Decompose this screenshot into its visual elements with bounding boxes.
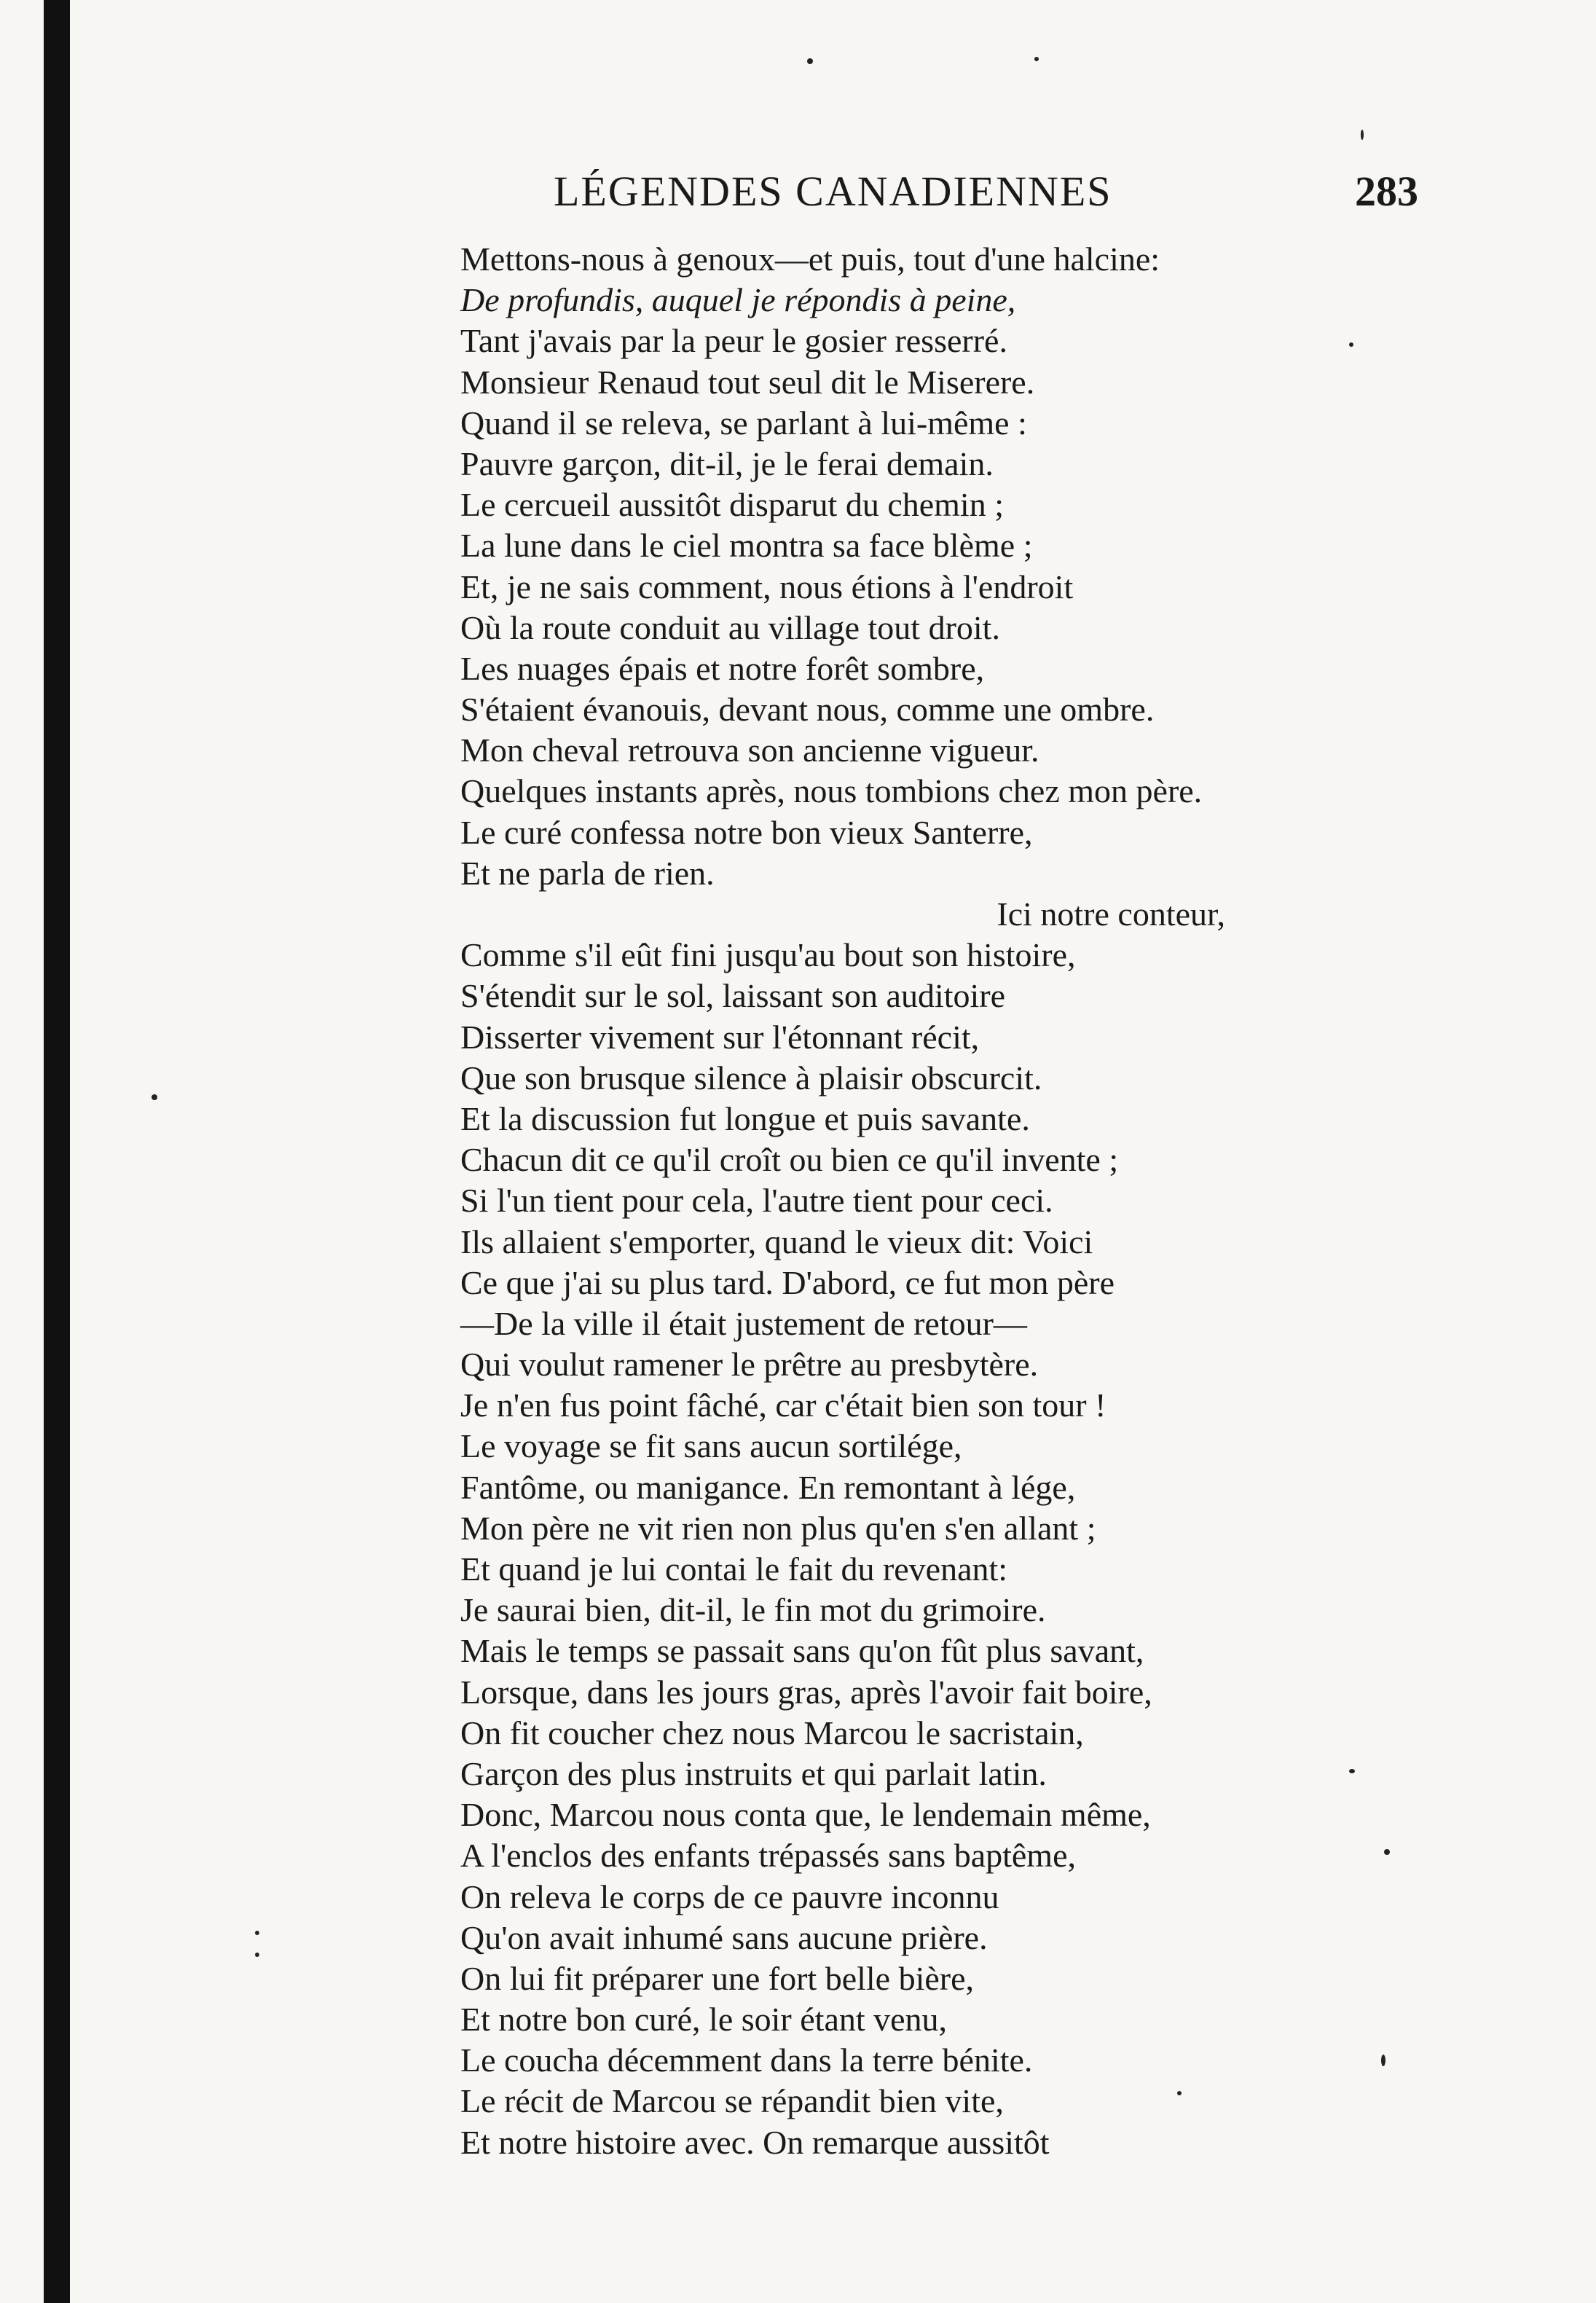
poem-line: Et quand je lui contai le fait du revenant: xyxy=(460,1550,1008,1588)
poem-line: Et notre histoire avec. On remarque aussitôt xyxy=(460,2123,1050,2161)
scan-speck xyxy=(152,1094,157,1100)
poem-line: Le voyage se fit sans aucun sortilége, xyxy=(460,1427,962,1465)
poem-line: —De la ville il était justement de retour— xyxy=(460,1304,1027,1342)
poem-line: Garçon des plus instruits et qui parlait latin. xyxy=(460,1754,1047,1792)
scan-speck xyxy=(1177,2091,1182,2095)
poem-line-italic: De profundis, auquel je répondis à peine, xyxy=(460,281,1016,319)
scan-speck xyxy=(1034,57,1039,61)
poem-line: Comme s'il eût fini jusqu'au bout son histoire, xyxy=(460,936,1076,974)
poem-line: On fit coucher chez nous Marcou le sacristain, xyxy=(460,1714,1084,1751)
page-number: 283 xyxy=(1355,168,1418,215)
poem-line: La lune dans le ciel montra sa face blème ; xyxy=(460,527,1033,565)
poem-line: Ce que j'ai su plus tard. D'abord, ce fut mon père xyxy=(460,1263,1115,1301)
poem-line: Le curé confessa notre bon vieux Santerre, xyxy=(460,813,1033,851)
page-header xyxy=(0,166,1596,217)
poem-line: Que son brusque silence à plaisir obscurcit. xyxy=(460,1059,1042,1096)
poem-line: Quelques instants après, nous tombions chez mon père. xyxy=(460,772,1203,810)
poem-line: Le récit de Marcou se répandit bien vite, xyxy=(460,2082,1004,2120)
poem-line: Mon cheval retrouva son ancienne vigueur. xyxy=(460,731,1039,769)
poem-line: Monsieur Renaud tout seul dit le Miserere. xyxy=(460,363,1035,401)
poem-line: Et notre bon curé, le soir étant venu, xyxy=(460,2001,948,2039)
poem-line: Ils allaient s'emporter, quand le vieux dit: Voici xyxy=(460,1223,1093,1260)
poem-line: Si l'un tient pour cela, l'autre tient pour ceci. xyxy=(460,1182,1053,1220)
book-spine-shadow xyxy=(44,0,70,2303)
poem-line: Disserter vivement sur l'étonnant récit, xyxy=(460,1018,980,1056)
scan-speck xyxy=(807,58,813,64)
poem-line: Lorsque, dans les jours gras, après l'avoir fait boire, xyxy=(460,1673,1152,1711)
poem-line: On releva le corps de ce pauvre inconnu xyxy=(460,1878,999,1915)
poem-line: Et ne parla de rien. xyxy=(460,854,715,892)
poem-line xyxy=(460,280,1524,321)
poem-line: A l'enclos des enfants trépassés sans baptême, xyxy=(460,1837,1077,1875)
poem-line-indented: Ici notre conteur, xyxy=(996,895,1225,933)
poem-line: Où la route conduit au village tout droit. xyxy=(460,608,1000,646)
scan-speck xyxy=(1349,342,1353,347)
poem-line: Pauvre garçon, dit-il, je le ferai demain. xyxy=(460,444,994,482)
scan-speck xyxy=(1384,1849,1390,1855)
poem-line: Mon père ne vit rien non plus qu'en s'en allant ; xyxy=(460,1509,1096,1547)
poem-line: Chacun dit ce qu'il croît ou bien ce qu'il invente ; xyxy=(460,1141,1119,1179)
poem-text xyxy=(460,239,1524,2163)
poem-line: Je saurai bien, dit-il, le fin mot du grimoire. xyxy=(460,1591,1046,1629)
poem-line: Qui voulut ramener le prêtre au presbytère. xyxy=(460,1346,1039,1384)
poem-line: Le cercueil aussitôt disparut du chemin ; xyxy=(460,486,1004,524)
poem-line: On lui fit préparer une fort belle bière, xyxy=(460,1959,975,1997)
running-title: LÉGENDES CANADIENNES xyxy=(554,168,1112,215)
poem-line: Je n'en fus point fâché, car c'était bien son tour ! xyxy=(460,1386,1106,1424)
scan-speck xyxy=(1381,2055,1385,2066)
poem-line: Les nuages épais et notre forêt sombre, xyxy=(460,649,985,687)
scan-speck xyxy=(255,1953,259,1957)
poem-line: Et la discussion fut longue et puis savante. xyxy=(460,1099,1030,1137)
scan-speck xyxy=(255,1931,259,1935)
poem-line: Qu'on avait inhumé sans aucune prière. xyxy=(460,1918,988,1956)
scan-speck xyxy=(1349,1769,1355,1773)
poem-line: S'étaient évanouis, devant nous, comme une ombre. xyxy=(460,691,1155,729)
poem-line: Quand il se releva, se parlant à lui-même : xyxy=(460,404,1027,442)
poem-line: Le coucha décemment dans la terre bénite. xyxy=(460,2041,1033,2079)
poem-line: Mais le temps se passait sans qu'on fût plus savant, xyxy=(460,1632,1144,1670)
scan-speck xyxy=(1361,130,1364,140)
poem-line: S'étendit sur le sol, laissant son auditoire xyxy=(460,977,1006,1015)
poem-line: Mettons-nous à genoux—et puis, tout d'une halcine: xyxy=(460,240,1160,278)
poem-line: Tant j'avais par la peur le gosier resserré. xyxy=(460,322,1007,360)
poem-line: Donc, Marcou nous conta que, le lendemain même, xyxy=(460,1796,1151,1834)
poem-line: Fantôme, ou manigance. En remontant à lége, xyxy=(460,1468,1076,1506)
poem-line: Et, je ne sais comment, nous étions à l'endroit xyxy=(460,568,1074,605)
